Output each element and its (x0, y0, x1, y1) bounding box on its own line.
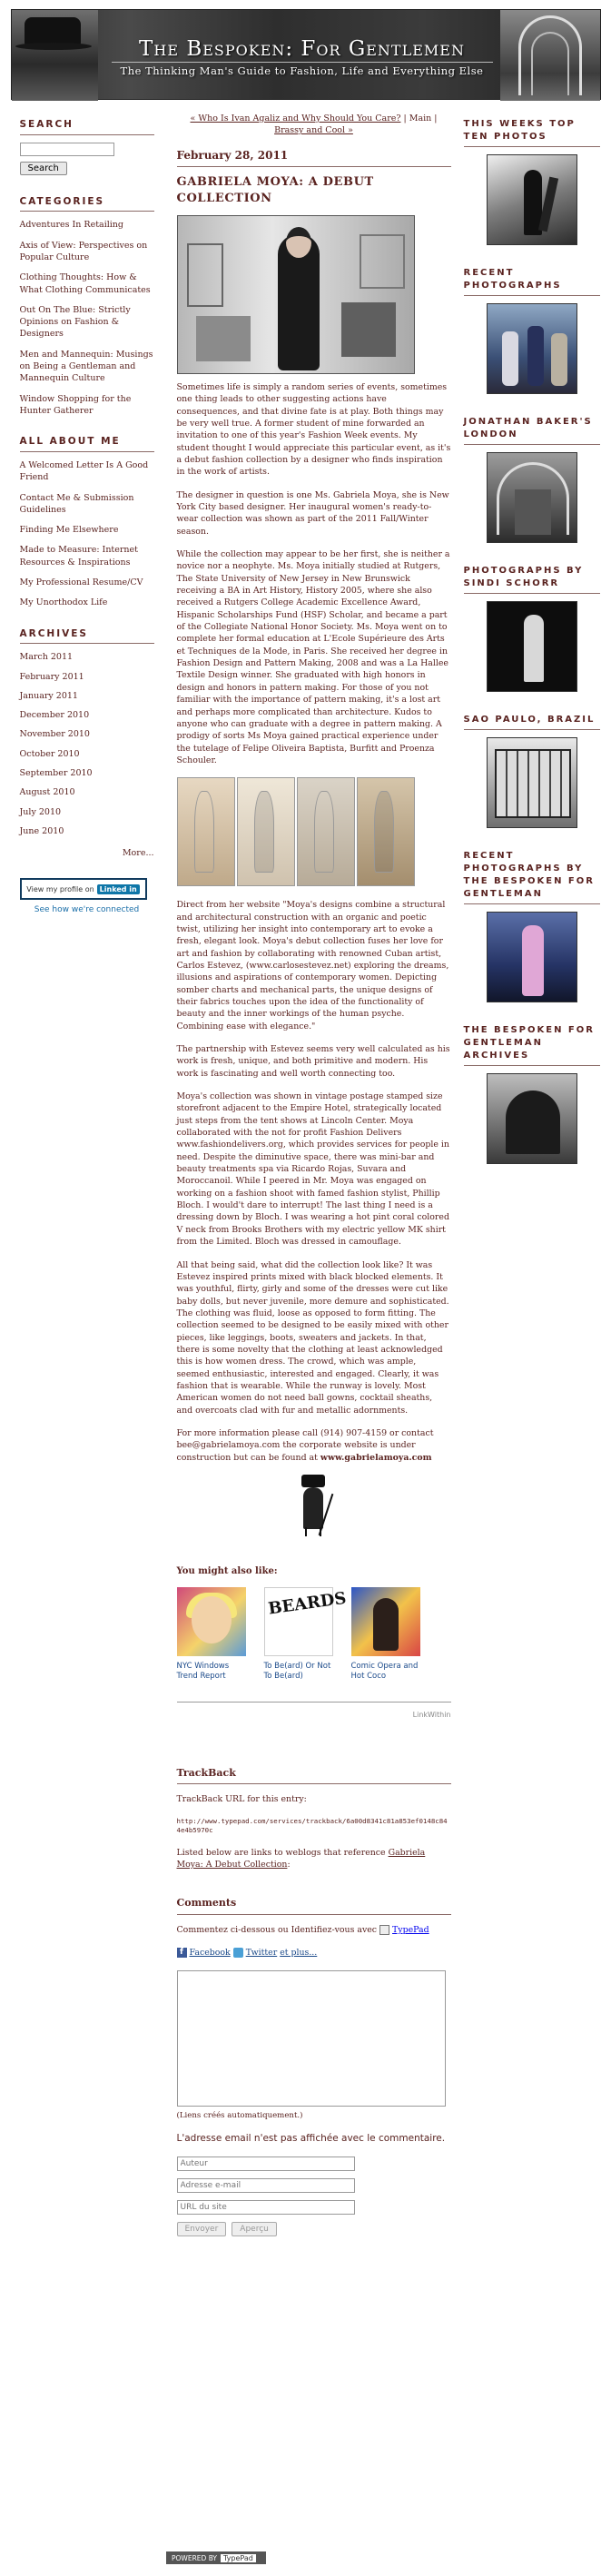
email-notice: L'adresse email n'est pas affichée avec le commentaire. (176, 2132, 446, 2144)
trackback-listed (177, 1847, 451, 1871)
about-link[interactable]: Contact Me & Submission Guidelines (19, 492, 134, 515)
author-field[interactable] (177, 2157, 355, 2171)
trackback-listed-text: Listed below are links to weblogs that reference (176, 1847, 386, 1858)
powered-by-typepad-badge[interactable] (166, 2551, 266, 2564)
recent-photo[interactable] (487, 303, 577, 394)
linkedin-text: View my profile on (26, 884, 94, 893)
twitter-signin-link[interactable]: Twitter (245, 1948, 278, 1959)
comment-textarea[interactable] (177, 1970, 446, 2107)
category-link[interactable]: Clothing Thoughts: How & What Clothing Communicates (19, 272, 151, 295)
archives-more-link[interactable]: More... (122, 848, 154, 859)
also-like-row (177, 1587, 451, 1682)
archive-link[interactable]: December 2010 (19, 710, 90, 721)
website-link[interactable]: www.gabrielamoya.com (320, 1452, 432, 1463)
categories-list (20, 219, 154, 417)
archives-list (20, 651, 154, 837)
post-navigation (177, 113, 451, 137)
comment-as-text: Commentez ci-dessous ou Identifiez-vous avec (176, 1924, 378, 1935)
post-title[interactable]: GABRIELA MOYA: A DEBUT COLLECTION (176, 175, 374, 206)
also-thumb-image[interactable] (177, 1587, 246, 1656)
london-photo[interactable] (487, 452, 577, 543)
archives-photo[interactable] (487, 1073, 577, 1164)
search-heading: SEARCH (20, 118, 154, 135)
twitter-icon[interactable] (233, 1948, 243, 1958)
archives-heading: ARCHIVES (20, 627, 154, 645)
also-like-label[interactable]: To Be(ard) Or Not To Be(ard) (263, 1662, 331, 1682)
linkedin-badge[interactable] (20, 878, 147, 900)
preview-button[interactable]: Aperçu (232, 2222, 277, 2236)
main-content (177, 113, 451, 2236)
sao-paulo-section (464, 714, 600, 828)
archives-photos-heading: THE BESPOKEN FOR GENTLEMAN ARCHIVES (464, 1024, 600, 1066)
left-sidebar (20, 118, 154, 914)
send-button[interactable]: Envoyer (177, 2222, 227, 2236)
typepad-signin-link[interactable]: TypePad (392, 1924, 429, 1935)
also-like-item[interactable] (263, 1587, 348, 1682)
contact-text: For more information please call (914) 907-4159 or contact bee@gabrielamoya.com the corporate website is under construction but can be found at (176, 1427, 434, 1463)
top-ten-heading: THIS WEEKS TOP TEN PHOTOS (464, 118, 600, 147)
about-heading: ALL ABOUT ME (20, 435, 154, 452)
about-link[interactable]: Finding Me Elsewhere (19, 525, 119, 536)
sao-paulo-photo[interactable] (487, 737, 577, 828)
recent-photos-section (464, 267, 600, 394)
site-tagline: The Thinking Man's Guide to Fashion, Life and Everything Else (120, 64, 484, 77)
recent-photos-heading: RECENT PHOTOGRAPHS (464, 267, 600, 296)
also-like-item[interactable] (177, 1587, 248, 1682)
post-paragraph: Moya's collection was shown in vintage postage stamped size storefront adjacent to the Empire Hotel, strategically located just steps from the tent shows at Lincoln Center. Moya collaborated with the not for profit Fashion Delivers www.fashiondelivers.org, which provides services for people in need. Despite the diminutive space, there was mini-bar and beauty treatments spa via Ricardo Rojas, Suvara and Moroccanoil. While I peered in Mr. Moya was engaged on working on a fashion shoot with famed fashion stylist, Phillip Bloch. I would't dare to interrupt! The last thing I need is a dressing down by Bloch. I was wearing a hot pint coral colored V neck from Brooks Brothers with my electric yellow MK shirt from the Limited. Bloch was dressed in camouflage. (176, 1091, 449, 1248)
archive-link[interactable]: September 2010 (19, 768, 93, 779)
site-banner[interactable] (11, 9, 601, 100)
powered-by-text: POWERED BY (172, 2553, 218, 2562)
trackback-post-link[interactable]: Gabriela Moya: A Debut Collection (176, 1847, 426, 1870)
category-link[interactable]: Window Shopping for the Hunter Gatherer (19, 393, 132, 416)
category-link[interactable]: Adventures In Retailing (19, 220, 124, 231)
prev-post-link[interactable]: « Who Is Ivan Agaliz and Why Should You Care? (190, 114, 401, 123)
designer-photo[interactable] (177, 215, 415, 374)
archives-photos-section (464, 1024, 600, 1164)
url-field[interactable] (177, 2200, 355, 2215)
post-date: February 28, 2011 (177, 148, 451, 167)
london-heading: JONATHAN BAKER'S LONDON (464, 416, 600, 445)
archive-link[interactable]: October 2010 (19, 748, 80, 759)
more-signin-link[interactable]: et plus... (280, 1948, 318, 1959)
archive-link[interactable]: January 2011 (19, 690, 78, 701)
social-signin (177, 1947, 451, 1959)
london-section (464, 416, 600, 543)
next-post-link[interactable]: Brassy and Cool » (274, 125, 353, 136)
facebook-icon[interactable]: f (177, 1948, 187, 1958)
comments-section (177, 1896, 451, 2235)
typepad-logo: TypePad (221, 2554, 256, 2562)
about-link[interactable]: My Unorthodox Life (19, 597, 108, 608)
typepad-icon[interactable] (379, 1925, 389, 1935)
also-like-heading: You might also like: (176, 1566, 278, 1576)
archive-link[interactable]: July 2010 (19, 806, 62, 817)
archive-link[interactable]: June 2010 (19, 825, 64, 836)
site-title[interactable]: The Bespoken: For Gentlemen (139, 37, 465, 61)
archive-link[interactable]: November 2010 (19, 729, 90, 740)
comment-buttons (177, 2222, 451, 2236)
sao-paulo-heading: SAO PAULO, BRAZIL (464, 714, 600, 730)
links-auto-note: (Liens créés automatiquement.) (176, 2110, 303, 2120)
page (0, 9, 611, 2562)
category-link[interactable]: Men and Mannequin: Musings on Being a Gentleman and Mannequin Culture (19, 349, 153, 384)
trackback-url-label: TrackBack URL for this entry: (176, 1794, 307, 1805)
search-input[interactable] (20, 143, 114, 156)
about-link[interactable]: Made to Measure: Internet Resources & Inspirations (19, 545, 138, 568)
also-like-item[interactable] (351, 1587, 422, 1682)
category-link[interactable]: Out On The Blue: Strictly Opinions on Fashion & Designers (19, 304, 131, 340)
recent-gentleman-heading: RECENT PHOTOGRAPHS BY THE BESPOKEN FOR GENTLEMAN (464, 850, 600, 904)
about-list (20, 459, 154, 609)
trackback-listed-suffix: : (287, 1859, 291, 1870)
gentleman-signature-illustration (287, 1475, 341, 1538)
trackback-heading: TrackBack (177, 1766, 451, 1785)
comment-as-line (177, 1924, 451, 1936)
archive-link[interactable]: August 2010 (19, 787, 75, 798)
categories-heading: CATEGORIES (20, 195, 154, 212)
post-paragraph: All that being said, what did the collection look like? It was Estevez inspired prints mixed with black blocked elements. It was youthful, flirty, girly and some of the dresses were cut like baby dolls, but never juvenile, more demure and sophisticated. The clothing was fluid, loose as opposed to form fitting. The collection seemed to be designed to be easily mixed with other pieces, like leggings, boots, sweaters and jackets. In that, there is some novelty that the clothing at least acknowledged this is how women dress. The crowd, which was ample, seemed enthusiastic, interested and engaged. Clearly, it was fashion that is wearable. While the runway is lovely. Most American women do not need ball gowns, cocktail sheaths, and overcoats clad with fur and metallic adornments. (176, 1259, 449, 1416)
schorr-photo[interactable] (487, 601, 577, 692)
also-thumb-image[interactable] (351, 1587, 420, 1656)
about-link[interactable]: A Welcomed Letter Is A Good Friend (19, 459, 149, 483)
top-ten-section (464, 118, 600, 245)
recent-gentleman-section (464, 850, 600, 1002)
about-link[interactable]: My Professional Resume/CV (19, 577, 143, 587)
right-sidebar (464, 118, 600, 1186)
archive-link[interactable]: February 2011 (19, 671, 84, 682)
top-ten-photo[interactable] (487, 154, 577, 245)
recent-gentleman-photo[interactable] (487, 912, 577, 1002)
linkedin-connected-link[interactable]: See how we're connected (34, 905, 140, 915)
also-thumb-image[interactable] (264, 1587, 348, 1656)
post-paragraph: Sometimes life is simply a random series of events, sometimes one thing leads to other suggesting actions have consequences, and that divine fate is at play. Both things may be very well true. A former student of mine forwarded an invitation to one of this year's Fashion Week events. My student thought I would appreciate this particular event, as it's a debut fashion collection by a designer who finds inspiration in the work of artists. (176, 381, 451, 478)
post-paragraph: While the collection may appear to be her first, she is neither a novice nor a neophyte. Ms. Moya initially studied at Rutgers, The State University of New Jersey in New Brunswick receiving a BA in Art History, History 2005, where she also received a Rutgers College Academic Excellence Award, Hispanic Scholarships Fund (HSF) Scholar, and became a part of the Collegiate National Honor Society. Ms. Moya went on to complete her formal education at L'Ecole Supérieure des Arts et Techniques de la Mode, in Paris. She received her degree in Fashion Design and Pattern Making, 2008 and was a La Hallee Textile Design winner. She graduated with high honors in design and honors in pattern making. For those of you not familiar with the importance of pattern making, it's a lost art and perhaps more complicated than architecture. Kudos to anyone who can graduate with a degree in pattern making. A prodigy of sorts Ms Moya gained practical experience under the tutelage of Felipe Oliveira Baptista, Burfitt and Proenza Schouler. (176, 549, 450, 765)
linkedin-logo-icon: Linked in (97, 884, 140, 894)
post-paragraph: Direct from her website "Moya's designs combine a structural and architectural construction with an organic and poetic twist, utilizing her insight into contemporary art to evoke a fresh, elegant look. Moya's debut collection fuses her love for art and fashion by collaborating with renowned Cuban artist, Carlos Estevez, (www.carlosestevez.net) exploring the dreams, illusions and aspirations of contemporary women. Depicting somber charts and mechanical parts, the unique designs of their fabrics touches upon the idea of the functionality of beauty and the inner workings of the human psyche. Combining ease with elegance." (176, 900, 449, 1031)
post-paragraph: The designer in question is one Ms. Gabriela Moya, she is New York City based designer. Her inaugural women's ready-to-wear collection was shown as part of the 2011 Fall/Winter season. (176, 489, 449, 537)
search-button[interactable]: Search (20, 162, 67, 175)
beards-thumb-text: BEARDS (266, 1588, 348, 1619)
collection-collage-image[interactable] (177, 777, 415, 886)
linkwithin-link[interactable]: LinkWithin (177, 1702, 451, 1720)
comments-heading: Comments (177, 1896, 451, 1915)
category-link[interactable]: Axis of View: Perspectives on Popular Culture (19, 240, 148, 262)
email-field[interactable] (177, 2178, 355, 2193)
archive-link[interactable]: March 2011 (19, 652, 74, 663)
facebook-signin-link[interactable]: Facebook (189, 1948, 231, 1959)
banner-arch-photo (500, 10, 600, 101)
schorr-heading: PHOTOGRAPHS BY SINDI SCHORR (464, 565, 600, 594)
trackback-url[interactable]: http://www.typepad.com/services/trackback/6a00d8341c81a853ef0148c844e4b5970c (176, 1816, 448, 1835)
post-paragraph: The partnership with Estevez seems very well calculated as his work is fresh, unique, and both primitive and modern. His work is fascinating and well worth connecting too. (176, 1044, 450, 1079)
post-contact-paragraph (177, 1427, 451, 1464)
schorr-section (464, 565, 600, 692)
also-like-label[interactable]: Comic Opera and Hot Coco (350, 1662, 419, 1682)
also-like-label[interactable]: NYC Windows Trend Report (176, 1662, 230, 1682)
main-link[interactable]: | Main | (403, 114, 438, 123)
